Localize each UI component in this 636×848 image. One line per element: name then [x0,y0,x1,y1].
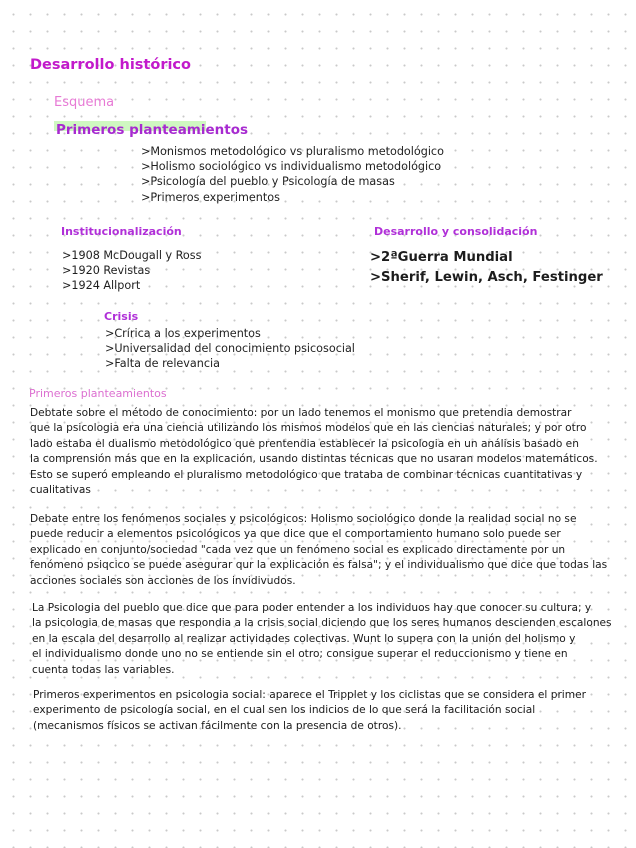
paragraph-holism [30,512,607,589]
paragraph-line: cualitativas [30,484,91,497]
list-item: >Sherif, Lewin, Asch, Festinger [370,269,603,285]
paragraph-line: el individualismo donde uno no se entiende sin el otro; consigue superar el reduccionismo y tiene en [32,648,568,661]
paragraph-line: Debate entre los fenómenos sociales y psicológicos: Holismo sociológico donde la realidad social no se [30,513,577,525]
primeros-heading-label: Primeros planteamientos [56,122,249,138]
list-item: >Holismo sociológico vs individualismo metodológico [141,160,442,174]
desarrollo-heading: Desarrollo y consolidación [374,225,538,238]
list-item: >2ªGuerra Mundial [370,250,513,265]
paragraph-line: Debtate sobre el método de conocimiento: por un lado tenemos el monismo que pretendia demostrar [30,407,572,419]
institucionalizacion-list [62,248,201,294]
paragraph-line: cuenta todas las variables. [32,663,175,676]
crisis-list [105,326,355,372]
paragraph-line: Esto se superó empleando el pluralismo metodológico que trataba de combinar técnicas cuantitativas y [30,468,583,481]
paragraph-line: Primeros experimentos en psicologia social: aparece el Tripplet y los ciclistas que se considera el primer [33,689,586,701]
paragraph-line: lado estaba el dualismo metodológico que prentendia establecer la psicologia en un análisis basado en [30,437,579,450]
crisis-heading: Crisis [104,310,139,323]
paragraph-psychology [32,601,612,678]
paragraph-line: La Psicologia del pueblo que dice que para poder entender a los individuos hay que conocer su cultura; y [32,602,592,614]
list-item: >1920 Revistas [62,264,151,278]
list-item: >1924 Allport [62,279,141,293]
paragraph-line: fenómeno psiqcico se puede asegurar qur la explicación es falsa"; y el individualismo que dice que todas las [30,559,608,572]
esquema-heading: Esquema [54,95,115,110]
institucionalizacion-heading: Institucionalización [61,225,182,238]
primeros-list [141,144,444,205]
paragraph-methods [30,406,598,498]
section-label: Primeros planteamientos [29,387,167,400]
list-item: >Crírica a los experimentos [105,327,261,340]
list-item: >Universalidad del conocimiento psicosocial [105,342,355,356]
list-item: >1908 McDougall y Ross [62,249,202,262]
paragraph-line: la psicologia de masas que respondia a la crisis social diciendo que los seres humanos descienden escalones [32,617,612,630]
desarrollo-list [370,248,603,287]
page-title: Desarrollo histórico [30,57,191,73]
paragraph-line: explicado en conjunto/sociedad "cada vez que un fenómeno social es explicado directamente por un [30,543,566,556]
list-item: >Primeros experimentos [141,190,280,204]
list-item: >Psicología del pueblo y Psicología de masas [141,175,395,189]
paragraph-line: experimento de psicología social, en el cual sen los indicios de lo que será la facilitación social [33,704,536,717]
paragraph-line: (mecanismos físicos se activan fácilmente con la presencia de otros). [33,719,402,732]
paragraph-line: acciones sociales son acciones de los invidivudos. [30,574,296,587]
list-item: >Monismos metodológico vs pluralismo metodológico [141,145,444,158]
paragraph-line: puede reducir a elementos psicológicos ya que dice que el comportamiento humano solo puede ser [30,528,561,541]
paragraph-experiments [33,688,586,734]
primeros-heading [56,119,248,138]
paragraph-line: que la psicologia era una ciencia utilizando los mismos modelos que en las ciencias naturales; y por otro [30,422,587,435]
list-item: >Falta de relevancia [105,357,220,371]
paragraph-line: en la escala del desarrollo al realizar actividades colectivas. Wunt lo supera con la unión del holismo y [32,632,576,645]
paragraph-line: la comprensión más que en la explicación, usando distintas técnicas que no usaran modelos matemáticos. [30,453,598,466]
